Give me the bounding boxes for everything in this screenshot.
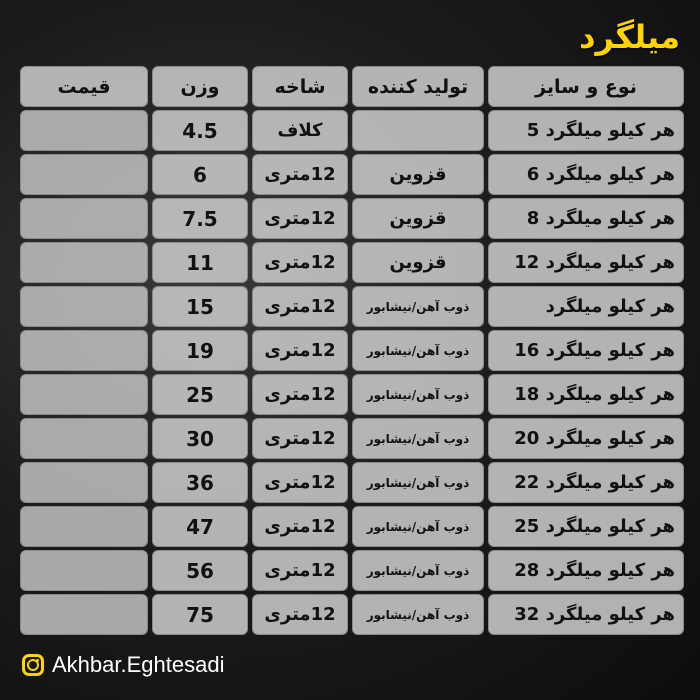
instagram-icon[interactable] <box>22 654 44 676</box>
header-type: نوع و سایز <box>488 66 684 107</box>
cell-type: هر کیلو میلگرد 25 <box>488 506 684 547</box>
cell-weight: 4.5 <box>152 110 248 151</box>
cell-type: هر کیلو میلگرد 8 <box>488 198 684 239</box>
cell-weight: 19 <box>152 330 248 371</box>
cell-type: هر کیلو میلگرد 28 <box>488 550 684 591</box>
cell-type: هر کیلو میلگرد 16 <box>488 330 684 371</box>
cell-maker: قزوین <box>352 242 484 283</box>
cell-price <box>20 506 148 547</box>
cell-weight: 6 <box>152 154 248 195</box>
cell-branch: 12متری <box>252 462 348 503</box>
cell-price <box>20 418 148 459</box>
header-price: قیمت <box>20 66 148 107</box>
cell-branch: 12متری <box>252 374 348 415</box>
header-branch: شاخه <box>252 66 348 107</box>
cell-type: هر کیلو میلگرد 20 <box>488 418 684 459</box>
cell-branch: 12متری <box>252 418 348 459</box>
cell-type: هر کیلو میلگرد 18 <box>488 374 684 415</box>
cell-maker: ذوب آهن/نیشابور <box>352 550 484 591</box>
cell-price <box>20 462 148 503</box>
cell-maker: ذوب آهن/نیشابور <box>352 418 484 459</box>
cell-weight: 47 <box>152 506 248 547</box>
cell-maker: ذوب آهن/نیشابور <box>352 374 484 415</box>
cell-maker: ذوب آهن/نیشابور <box>352 594 484 635</box>
cell-type: هر کیلو میلگرد <box>488 286 684 327</box>
cell-branch: 12متری <box>252 506 348 547</box>
cell-branch: 12متری <box>252 242 348 283</box>
cell-price <box>20 242 148 283</box>
cell-price <box>20 154 148 195</box>
cell-price <box>20 330 148 371</box>
cell-branch: کلاف <box>252 110 348 151</box>
cell-type: هر کیلو میلگرد 12 <box>488 242 684 283</box>
cell-branch: 12متری <box>252 154 348 195</box>
cell-price <box>20 594 148 635</box>
cell-weight: 25 <box>152 374 248 415</box>
cell-branch: 12متری <box>252 198 348 239</box>
cell-maker: قزوین <box>352 154 484 195</box>
cell-maker <box>352 110 484 151</box>
header-weight: وزن <box>152 66 248 107</box>
cell-maker: ذوب آهن/نیشابور <box>352 506 484 547</box>
page-title: میلگرد <box>579 18 680 56</box>
cell-weight: 11 <box>152 242 248 283</box>
cell-price <box>20 550 148 591</box>
cell-weight: 30 <box>152 418 248 459</box>
cell-maker: ذوب آهن/نیشابور <box>352 330 484 371</box>
cell-price <box>20 198 148 239</box>
cell-branch: 12متری <box>252 330 348 371</box>
cell-maker: ذوب آهن/نیشابور <box>352 462 484 503</box>
cell-type: هر کیلو میلگرد 22 <box>488 462 684 503</box>
cell-type: هر کیلو میلگرد 6 <box>488 154 684 195</box>
header-maker: تولید کننده <box>352 66 484 107</box>
cell-price <box>20 374 148 415</box>
cell-weight: 7.5 <box>152 198 248 239</box>
instagram-handle[interactable]: Akhbar.Eghtesadi <box>52 652 225 677</box>
cell-type: هر کیلو میلگرد 32 <box>488 594 684 635</box>
cell-maker: قزوین <box>352 198 484 239</box>
footer <box>22 652 224 678</box>
cell-price <box>20 286 148 327</box>
cell-weight: 15 <box>152 286 248 327</box>
cell-branch: 12متری <box>252 594 348 635</box>
cell-type: هر کیلو میلگرد 5 <box>488 110 684 151</box>
cell-weight: 75 <box>152 594 248 635</box>
price-table <box>20 66 684 635</box>
cell-branch: 12متری <box>252 286 348 327</box>
cell-branch: 12متری <box>252 550 348 591</box>
cell-weight: 56 <box>152 550 248 591</box>
cell-maker: ذوب آهن/نیشابور <box>352 286 484 327</box>
cell-price <box>20 110 148 151</box>
cell-weight: 36 <box>152 462 248 503</box>
